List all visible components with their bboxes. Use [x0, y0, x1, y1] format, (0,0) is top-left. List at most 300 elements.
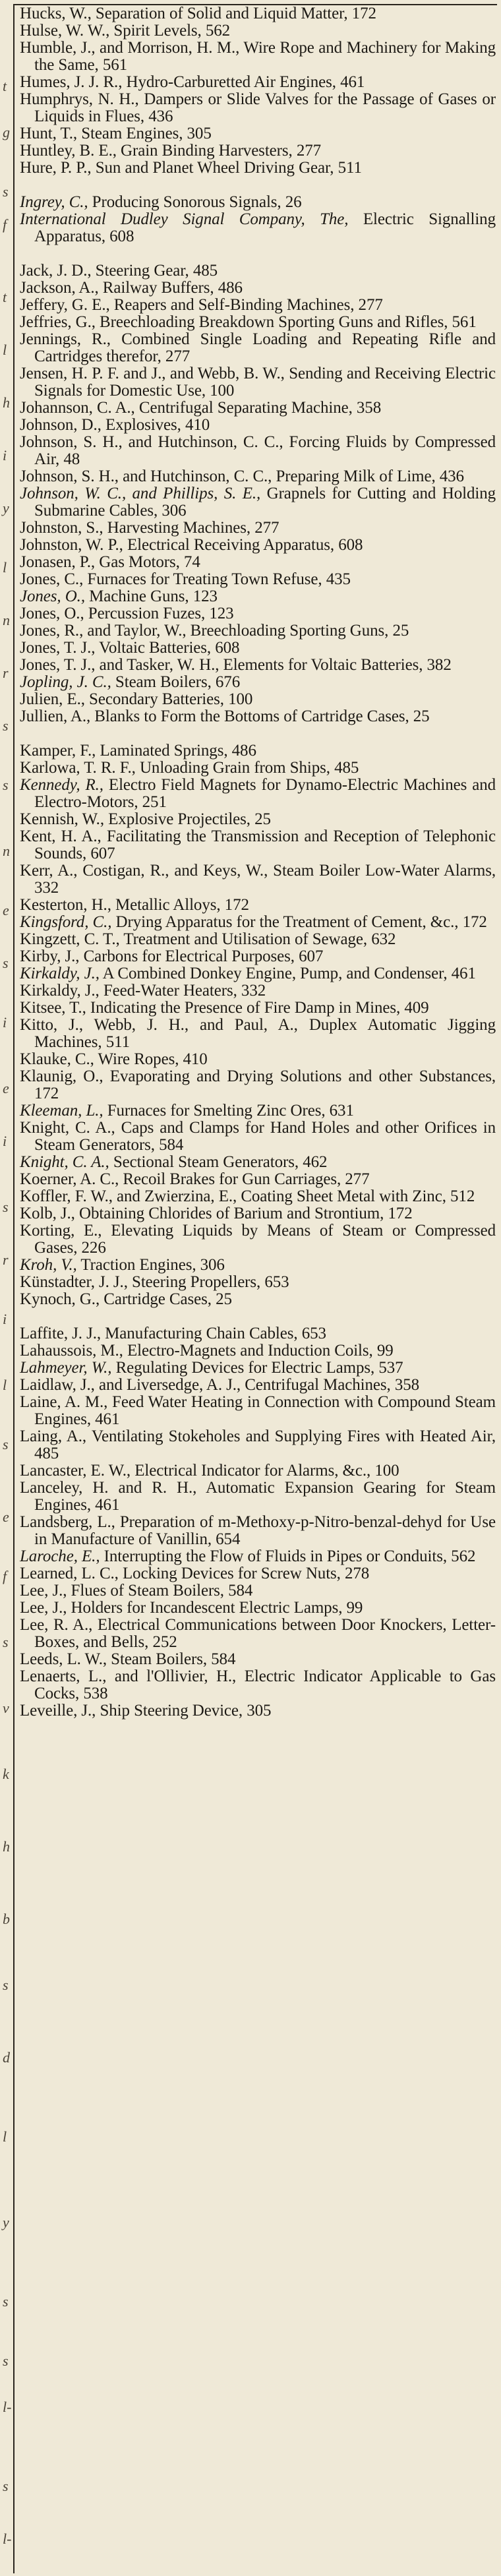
entry-name: Lee, J.,	[20, 1599, 67, 1617]
index-entry	[20, 400, 496, 417]
entry-page-number: 653	[264, 1273, 289, 1291]
entry-subject: Feed-Water Heaters,	[99, 982, 237, 1000]
entry-page-number: 584	[228, 1582, 253, 1600]
entry-page-number: 561	[102, 56, 128, 74]
index-entry	[20, 22, 496, 40]
margin-fragment: l	[3, 559, 7, 576]
entry-page-number: 631	[329, 1102, 354, 1120]
group-separator	[20, 725, 496, 742]
entry-page-number: 48	[63, 450, 80, 468]
entry-subject: Electric Signalling Apparatus,	[34, 210, 496, 245]
margin-fragment: d	[3, 2049, 10, 2066]
entry-name: International Dudley Signal Company, The,	[20, 210, 349, 228]
entry-page-number: 409	[404, 999, 429, 1017]
index-entry	[20, 468, 496, 485]
entry-page-number: 358	[394, 1376, 420, 1394]
entry-name: Johnston, W. P.,	[20, 536, 123, 554]
entry-page-number: 461	[95, 1410, 120, 1428]
index-entry	[20, 657, 496, 674]
entry-name: Koerner, A. C.,	[20, 1170, 119, 1188]
entry-page-number: 486	[218, 279, 243, 297]
entry-subject: Sun and Planet Wheel Driving Gear,	[91, 159, 334, 177]
index-group-j	[20, 262, 496, 725]
group-separator	[20, 177, 496, 194]
margin-fragment: s	[3, 955, 9, 971]
entry-name: Lenaerts, L., and l'Ollivier, H.,	[20, 1667, 237, 1685]
entry-subject: Sending and Receiving Electric Signals for Domestic Use,	[34, 365, 496, 400]
index-entry	[20, 211, 496, 245]
entry-page-number: 435	[326, 570, 351, 588]
entry-page-number: 25	[254, 810, 271, 828]
entry-subject: Railway Buffers,	[98, 279, 214, 297]
index-entry	[20, 280, 496, 297]
margin-fragment: l	[3, 1377, 7, 1393]
entry-name: Ingrey, C.,	[20, 193, 88, 211]
entry-name: Kirkaldy, J.,	[20, 982, 100, 1000]
entry-subject: Traction Engines,	[76, 1256, 196, 1274]
entry-page-number: 123	[209, 605, 234, 622]
margin-fragment: r	[3, 1251, 9, 1268]
entry-subject: Explosives,	[101, 416, 181, 434]
index-entry	[20, 1514, 496, 1548]
index-entry	[20, 640, 496, 657]
entry-name: Kitsee, T.,	[20, 999, 86, 1017]
index-entry	[20, 897, 496, 914]
index-entry	[20, 40, 496, 74]
entry-subject: Regulating Devices for Electric Lamps,	[111, 1359, 375, 1377]
index-entry	[20, 417, 496, 434]
entry-name: Laing, A.,	[20, 1427, 87, 1445]
entry-page-number: 332	[241, 982, 266, 1000]
index-entry	[20, 1068, 496, 1102]
entry-subject: Interrupting the Flow of Fluids in Pipes or Conduits,	[100, 1547, 448, 1565]
index-entry	[20, 1565, 496, 1582]
entry-page-number: 562	[205, 22, 231, 40]
entry-page-number: 485	[192, 262, 218, 280]
entry-page-number: 584	[211, 1650, 236, 1668]
index-group-k	[20, 742, 496, 1308]
index-entry	[20, 742, 496, 760]
entry-page-number: 100	[374, 1462, 399, 1480]
index-entry	[20, 1102, 496, 1120]
entry-name: Kennedy, R.,	[20, 776, 103, 794]
index-entry	[20, 537, 496, 554]
entry-page-number: 100	[228, 690, 253, 708]
margin-fragment: h	[3, 1838, 10, 1855]
entry-page-number: 512	[450, 1187, 475, 1205]
entry-subject: Ventilating Stokeholes and Supplying Fires with Heated Air,	[86, 1427, 496, 1445]
entry-name: Kolb, J.,	[20, 1205, 75, 1222]
entry-name: Kynoch, G.,	[20, 1290, 100, 1308]
entry-name: Klauke, C.,	[20, 1050, 94, 1068]
entry-name: Laroche, E.,	[20, 1547, 100, 1565]
entry-subject: Flues of Steam Boilers,	[67, 1582, 224, 1600]
entry-subject: Grapnels for Cutting and Holding Submarine Cables,	[34, 485, 496, 520]
index-entry	[20, 588, 496, 605]
margin-fragment: h	[3, 394, 10, 411]
index-entry	[20, 1462, 496, 1480]
margin-fragment: s	[3, 183, 9, 200]
margin-fragment: k	[3, 1766, 9, 1782]
index-entry	[20, 554, 496, 571]
margin-fragment: l	[3, 2128, 7, 2145]
entry-subject: Elements for Voltaic Batteries,	[219, 656, 423, 674]
entry-page-number: 676	[215, 673, 241, 691]
index-entry	[20, 1325, 496, 1342]
entry-name: Johnson, S. H., and Hutchinson, C. C.,	[20, 467, 272, 485]
index-entry	[20, 1668, 496, 1702]
entry-name: Kingzett, C. T.,	[20, 930, 120, 948]
entry-subject: Steering Gear,	[91, 262, 189, 280]
index-group-i	[20, 194, 496, 245]
entry-name: Johnson, S. H., and Hutchinson, C. C.,	[20, 433, 283, 451]
entry-page-number: 410	[185, 416, 210, 434]
index-entry	[20, 1702, 496, 1720]
entry-subject: Steam Boilers,	[107, 1650, 207, 1668]
entry-name: Lee, R. A.,	[20, 1616, 93, 1634]
entry-page-number: 332	[34, 879, 59, 897]
margin-fragment: i	[3, 1311, 7, 1327]
entry-name: Hunt, T.,	[20, 125, 78, 142]
index-entry	[20, 142, 496, 160]
entry-name: Jensen, H. P. F. and J., and Webb, B. W.,	[20, 365, 285, 382]
entry-page-number: 632	[371, 930, 396, 948]
entry-subject: Coating Sheet Metal with Zinc,	[237, 1187, 446, 1205]
index-entry	[20, 1205, 496, 1222]
index-entry	[20, 1617, 496, 1651]
entry-subject: Manufacturing Chain Cables,	[101, 1325, 298, 1342]
entry-name: Jackson, A.,	[20, 279, 99, 297]
index-entry	[20, 1017, 496, 1051]
entry-subject: Metallic Alloys,	[111, 896, 221, 914]
entry-page-number: 511	[338, 159, 362, 177]
index-entry	[20, 1428, 496, 1462]
entry-subject: Forcing Fluids by Compressed Air,	[34, 433, 496, 468]
entry-subject: Harvesting Machines,	[103, 519, 251, 537]
entry-page-number: 74	[183, 553, 200, 571]
entry-subject: Centrifugal Machines,	[241, 1376, 391, 1394]
margin-fragment: b	[3, 1911, 10, 1927]
entry-name: Knight, C. A.,	[20, 1153, 109, 1171]
entry-name: Lancaster, E. W.,	[20, 1462, 131, 1480]
index-entry	[20, 1480, 496, 1514]
entry-page-number: 172	[351, 5, 376, 22]
entry-subject: A Combined Donkey Engine, Pump, and Condenser,	[99, 965, 448, 982]
index-entry	[20, 1274, 496, 1291]
entry-page-number: 607	[90, 845, 115, 862]
entry-page-number: 562	[451, 1547, 476, 1565]
margin-fragment: n	[3, 843, 10, 859]
entry-name: Jack, J. D.,	[20, 262, 92, 280]
entry-subject: Steam Engines,	[77, 125, 183, 142]
entry-subject: Steering Propellers,	[127, 1273, 261, 1291]
margin-fragment: e	[3, 1509, 9, 1525]
entry-name: Kirkaldy, J.,	[20, 965, 100, 982]
group-separator	[20, 1308, 496, 1325]
margin-fragment: t	[3, 289, 7, 305]
entry-subject: Sectional Steam Generators,	[109, 1153, 299, 1171]
entry-subject: Electric Indicator Applicable to Gas Cocks,	[34, 1667, 496, 1702]
entry-name: Laidlaw, J., and Liversedge, A. J.,	[20, 1376, 241, 1394]
index-entry	[20, 674, 496, 691]
entry-name: Johnston, S.,	[20, 519, 103, 537]
entry-name: Julien, E.,	[20, 690, 85, 708]
entry-page-number: 461	[451, 965, 476, 982]
entry-name: Jones, T. J.,	[20, 639, 96, 657]
margin-fragment: y	[3, 500, 9, 516]
index-entry	[20, 1222, 496, 1257]
index-group-h	[20, 5, 496, 177]
entry-name: Huntley, B. E.,	[20, 142, 117, 160]
entry-name: Kingsford, C.,	[20, 913, 112, 931]
margin-fragment: s	[3, 717, 9, 734]
entry-subject: Recoil Brakes for Gun Carriages,	[119, 1170, 341, 1188]
margin-fragment: l	[3, 342, 7, 358]
index-entry	[20, 571, 496, 588]
entry-subject: Wire Rope and Machinery for Making the Same,	[34, 39, 496, 74]
index-entry	[20, 1154, 496, 1171]
entry-name: Hulse, W. W.,	[20, 22, 110, 40]
index-entry	[20, 262, 496, 280]
entry-page-number: 25	[413, 707, 430, 725]
entry-subject: Automatic Expansion Gearing for Steam Engines,	[34, 1479, 496, 1514]
entry-page-number: 608	[215, 639, 240, 657]
entry-name: Jonasen, P.,	[20, 553, 96, 571]
entry-name: Koffler, F. W., and Zwierzina, E.,	[20, 1187, 237, 1205]
entry-subject: Ship Steering Device,	[96, 1702, 243, 1720]
entry-subject: Electrical Communications between Door Knockers, Letter-Boxes, and Bells,	[34, 1616, 496, 1651]
entry-subject: Treatment and Utilisation of Sewage,	[119, 930, 368, 948]
margin-fragment: f	[3, 216, 7, 233]
index-entry	[20, 194, 496, 211]
entry-name: Lanceley, H. and R. H.,	[20, 1479, 197, 1497]
index-entry	[20, 691, 496, 708]
entry-page-number: 172	[388, 1205, 413, 1222]
entry-page-number: 608	[338, 536, 363, 554]
entry-subject: Centrifugal Separating Machine,	[134, 399, 353, 417]
index-entry	[20, 160, 496, 177]
entry-subject: Hydro-Carburetted Air Engines,	[122, 73, 336, 91]
entry-name: Kamper, F.,	[20, 742, 96, 760]
index-entry	[20, 1651, 496, 1668]
index-entry	[20, 91, 496, 125]
margin-fragment: n	[3, 612, 10, 628]
margin-fragment: e	[3, 902, 9, 918]
margin-fragment: i	[3, 1133, 7, 1149]
entry-name: Landsberg, L.,	[20, 1513, 115, 1531]
entry-page-number: 305	[187, 125, 212, 142]
entry-subject: Gas Motors,	[95, 553, 180, 571]
entry-name: Laffite, J. J.,	[20, 1325, 102, 1342]
index-entry	[20, 1600, 496, 1617]
entry-name: Kesterton, H.,	[20, 896, 111, 914]
entry-name: Learned, L. C.,	[20, 1565, 119, 1582]
entry-subject: Elevating Liquids by Means of Steam or Compressed Gases,	[34, 1222, 496, 1257]
entry-subject: Electrical Indicator for Alarms, &c.,	[131, 1462, 371, 1480]
entry-subject: Unloading Grain from Ships,	[135, 759, 330, 777]
margin-fragment: t	[3, 78, 7, 94]
index-entry	[20, 1582, 496, 1600]
entry-name: Jeffery, G. E.,	[20, 296, 110, 314]
index-entry	[20, 914, 496, 931]
index-entry	[20, 1120, 496, 1154]
margin-fragment: v	[3, 1700, 9, 1716]
index-entry	[20, 434, 496, 468]
entry-name: Knight, C. A.,	[20, 1119, 115, 1137]
entry-subject: Spirit Levels,	[109, 22, 202, 40]
entry-subject: Producing Sonorous Signals,	[88, 193, 281, 211]
entry-page-number: 99	[346, 1599, 363, 1617]
entry-subject: Preparation of m-Methoxy-p-Nitro-benzal-dehyd for Use in Manufacture of Vanillin,	[34, 1513, 496, 1548]
entry-name: Kerr, A., Costigan, R., and Keys, W.,	[20, 862, 268, 880]
index-entry	[20, 948, 496, 965]
entry-subject: Combined Single Loading and Repeating Rifle and Cartridges therefor,	[34, 330, 496, 365]
entry-page-number: 277	[165, 347, 191, 365]
index-entry	[20, 1051, 496, 1068]
entry-name: Kroh, V.,	[20, 1256, 77, 1274]
entry-name: Jeffries, G.,	[20, 313, 96, 331]
entry-page-number: 485	[334, 759, 359, 777]
entry-name: Lahmeyer, W.,	[20, 1359, 112, 1377]
entry-page-number: 436	[148, 107, 173, 125]
entry-subject: Furnaces for Treating Town Refuse,	[83, 570, 322, 588]
entry-name: Humphrys, N. H.,	[20, 90, 139, 108]
margin-fragment: g	[3, 124, 10, 140]
index-entry	[20, 297, 496, 314]
index-entry	[20, 125, 496, 142]
entry-subject: Steam Boiler Low-Water Alarms,	[268, 862, 496, 880]
index-entry	[20, 605, 496, 622]
entry-name: Jones, O.,	[20, 605, 84, 622]
entry-name: Leveille, J.,	[20, 1702, 96, 1720]
entry-subject: Drying Apparatus for the Treatment of Cement, &c.,	[111, 913, 459, 931]
entry-name: Jopling, J. C.,	[20, 673, 111, 691]
entry-subject: Grain Binding Harvesters,	[116, 142, 293, 160]
index-entry	[20, 982, 496, 1000]
entry-page-number: 410	[183, 1050, 208, 1068]
entry-page-number: 306	[200, 1256, 225, 1274]
entry-name: Kitto, J., Webb, J. H., and Paul, A.,	[20, 1016, 298, 1034]
index-entry	[20, 965, 496, 982]
index-group-l	[20, 1325, 496, 1720]
entry-page-number: 382	[427, 656, 452, 674]
index-entry	[20, 331, 496, 365]
entry-page-number: 172	[224, 896, 249, 914]
entry-subject: Obtaining Chlorides of Barium and Strontium,	[74, 1205, 384, 1222]
margin-fragment: s	[3, 1199, 9, 1215]
entry-page-number: 305	[247, 1702, 272, 1720]
index-entry	[20, 708, 496, 725]
index-entry	[20, 1257, 496, 1274]
entry-name: Hucks, W.,	[20, 5, 92, 22]
entry-subject: Voltaic Batteries,	[95, 639, 212, 657]
margin-fragment: s	[3, 2293, 9, 2310]
entry-name: Jones, R., and Taylor, W.,	[20, 622, 187, 640]
entry-name: Klaunig, O.,	[20, 1067, 103, 1085]
entry-subject: Cartridge Cases,	[100, 1290, 212, 1308]
entry-name: Kirby, J.,	[20, 947, 80, 965]
entry-subject: Breechloading Breakdown Sporting Guns and Rifles,	[95, 313, 448, 331]
entry-subject: Furnaces for Smelting Zinc Ores,	[103, 1102, 326, 1120]
entry-name: Jones, O.,	[20, 587, 85, 605]
entry-name: Jennings, R.,	[20, 330, 111, 348]
entry-subject: Secondary Batteries,	[84, 690, 224, 708]
entry-name: Hure, P. P.,	[20, 159, 92, 177]
index-column	[20, 5, 496, 1720]
margin-fragment: e	[3, 1080, 9, 1096]
margin-fragment: l-	[3, 2399, 12, 2415]
margin-fragment: i	[3, 1014, 7, 1031]
entry-page-number: 461	[95, 1496, 120, 1514]
entry-page-number: 172	[462, 913, 487, 931]
entry-page-number: 277	[296, 142, 322, 160]
index-entry	[20, 1360, 496, 1377]
entry-subject: Holders for Incandescent Electric Lamps,	[67, 1599, 343, 1617]
entry-subject: Carbons for Electrical Purposes,	[79, 947, 295, 965]
entry-subject: Electrical Receiving Apparatus,	[123, 536, 335, 554]
entry-subject: Evaporating and Drying Solutions and other Substances,	[103, 1067, 496, 1085]
entry-page-number: 251	[142, 793, 167, 811]
index-entry	[20, 485, 496, 520]
entry-subject: Feed Water Heating in Connection with Compound Steam Engines,	[34, 1393, 496, 1428]
entry-name: Humble, J., and Morrison, H. M.,	[20, 39, 240, 57]
entry-subject: Duplex Automatic Jigging Machines,	[34, 1016, 496, 1051]
entry-subject: Dampers or Slide Valves for the Passage of Gases or Liquids in Flues,	[34, 90, 496, 125]
margin-fragment: l-	[3, 2531, 12, 2547]
index-entry	[20, 622, 496, 640]
entry-subject: Blanks to Form the Bottoms of Cartridge Cases,	[90, 707, 409, 725]
entry-name: Kent, H. A.,	[20, 827, 102, 845]
entry-subject: Wire Ropes,	[94, 1050, 179, 1068]
entry-page-number: 654	[216, 1530, 241, 1548]
entry-page-number: 561	[452, 313, 477, 331]
index-entry	[20, 760, 496, 777]
entry-subject: Indicating the Presence of Fire Damp in Mines,	[86, 999, 401, 1017]
entry-name: Leeds, L. W.,	[20, 1650, 107, 1668]
margin-fragment: s	[3, 2478, 9, 2494]
entry-page-number: 485	[34, 1445, 59, 1462]
index-entry	[20, 74, 496, 91]
entry-page-number: 99	[376, 1342, 394, 1360]
entry-page-number: 511	[105, 1033, 130, 1051]
index-entry	[20, 1377, 496, 1394]
entry-page-number: 607	[299, 947, 324, 965]
entry-subject: Percussion Fuzes,	[84, 605, 206, 622]
entry-name: Johannson, C. A.,	[20, 399, 135, 417]
entry-name: Korting, E.,	[20, 1222, 102, 1240]
entry-subject: Reapers and Self-Binding Machines,	[109, 296, 355, 314]
entry-page-number: 584	[159, 1136, 184, 1154]
entry-page-number: 358	[356, 399, 382, 417]
margin-fragments	[0, 0, 12, 2576]
index-entry	[20, 5, 496, 22]
group-separator	[20, 245, 496, 262]
entry-name: Lee, J.,	[20, 1582, 67, 1600]
entry-page-number: 123	[192, 587, 218, 605]
index-entry	[20, 1188, 496, 1205]
entry-name: Kleeman, L.,	[20, 1102, 103, 1120]
entry-page-number: 277	[345, 1170, 370, 1188]
margin-fragment: s	[3, 2352, 9, 2369]
margin-fragment: s	[3, 1436, 9, 1453]
entry-subject: Facilitating the Transmission and Reception of Telephonic Sounds,	[34, 827, 496, 862]
entry-page-number: 306	[162, 502, 187, 520]
entry-page-number: 653	[301, 1325, 326, 1342]
entry-subject: Preparing Milk of Lime,	[272, 467, 436, 485]
entry-subject: Locking Devices for Screw Nuts,	[118, 1565, 341, 1582]
margin-fragment: s	[3, 1634, 9, 1650]
entry-page-number: 172	[34, 1085, 59, 1102]
